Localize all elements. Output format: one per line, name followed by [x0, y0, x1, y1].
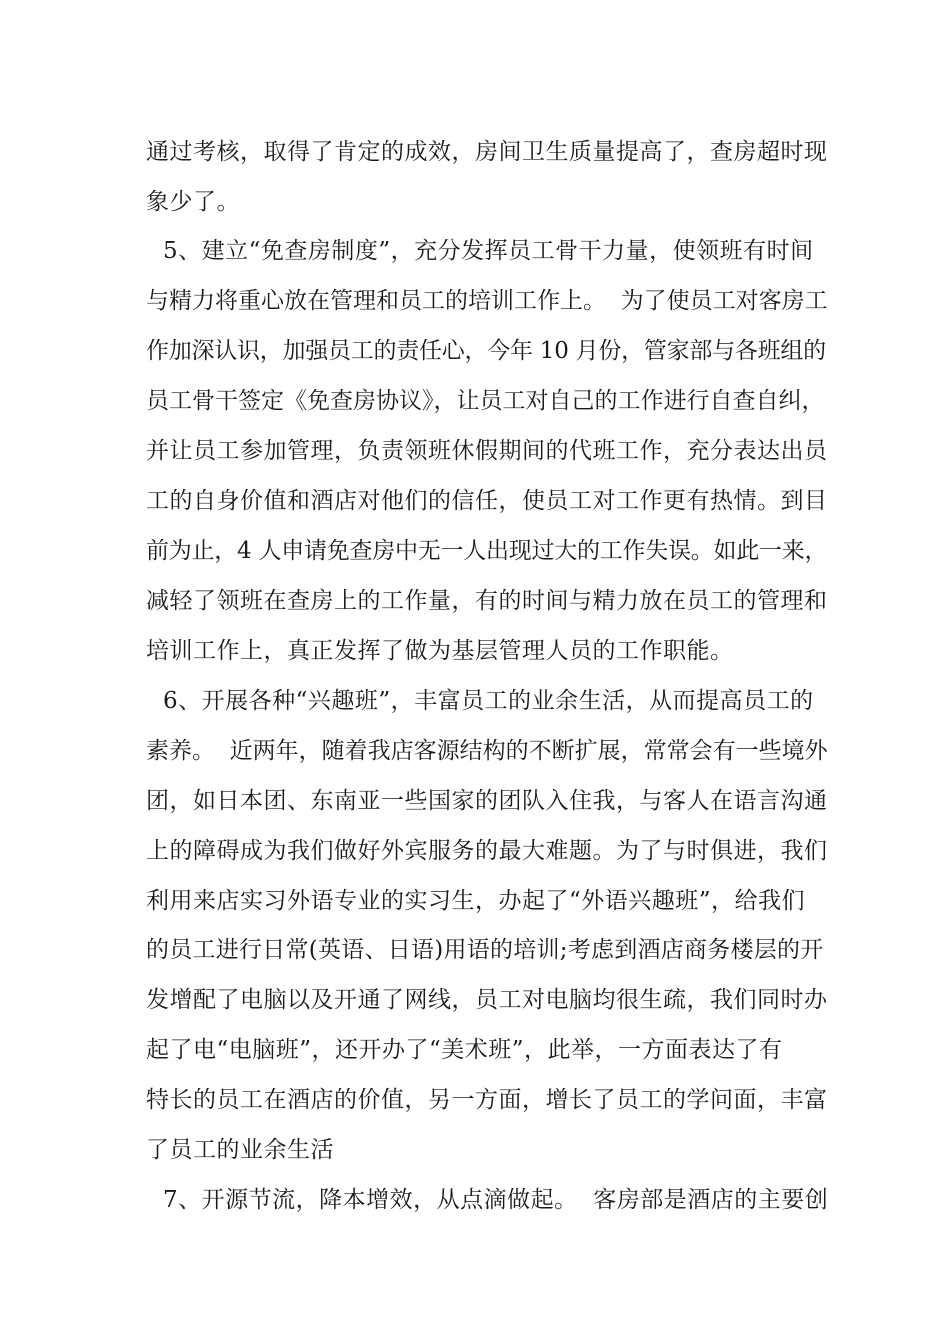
text-line: 工的自身价值和酒店对他们的信任，使员工对工作更有热情。到目	[146, 488, 828, 514]
text-line: 特长的员工在酒店的价值，另一方面，增长了员工的学问面，丰富	[146, 1087, 828, 1113]
text-line: 与精力将重心放在管理和员工的培训工作上。 为了使员工对客房工	[146, 288, 828, 314]
text-line: 的员工进行日常(英语、日语)用语的培训;考虑到酒店商务楼层的开	[146, 937, 824, 963]
text-line: 利用来店实习外语专业的实习生，办起了“外语兴趣班”，给我们	[146, 888, 806, 914]
text-line: 起了电“电脑班”，还开办了“美术班”，此举，一方面表达了有	[146, 1037, 783, 1063]
text-line: 前为止，4 人申请免查房中无一人出现过大的工作失误。如此一来，	[146, 538, 828, 564]
text-line: 培训工作上，真正发挥了做为基层管理人员的工作职能。	[146, 638, 734, 664]
text-line: 7、开源节流，降本增效，从点滴做起。 客房部是酒店的主要创	[163, 1187, 829, 1213]
text-line: 团，如日本团、东南亚一些国家的团队入住我，与客人在语言沟通	[146, 788, 828, 814]
text-line: 并让员工参加管理，负责领班休假期间的代班工作，充分表达出员	[146, 438, 828, 464]
text-line: 了员工的业余生活	[146, 1137, 334, 1163]
text-line: 6、开展各种“兴趣班”，丰富员工的业余生活，从而提高员工的	[163, 688, 814, 714]
text-line: 素养。 近两年，随着我店客源结构的不断扩展，常常会有一些境外	[146, 738, 828, 764]
text-line: 员工骨干签定《免查房协议》，让员工对自己的工作进行自查自纠，	[146, 388, 825, 414]
text-line: 通过考核，取得了肯定的成效，房间卫生质量提高了，查房超时现	[146, 139, 828, 165]
text-line: 5、建立“免查房制度”，充分发挥员工骨干力量，使领班有时间	[163, 238, 814, 264]
text-line: 减轻了领班在查房上的工作量，有的时间与精力放在员工的管理和	[146, 588, 828, 614]
text-line: 作加深认识，加强员工的责任心，今年 10 月份，管家部与各班组的	[146, 338, 826, 364]
text-line: 象少了。	[146, 189, 240, 215]
text-line: 发增配了电脑以及开通了网线，员工对电脑均很生疏，我们同时办	[146, 987, 828, 1013]
text-line: 上的障碍成为我们做好外宾服务的最大难题。为了与时俱进，我们	[146, 838, 828, 864]
